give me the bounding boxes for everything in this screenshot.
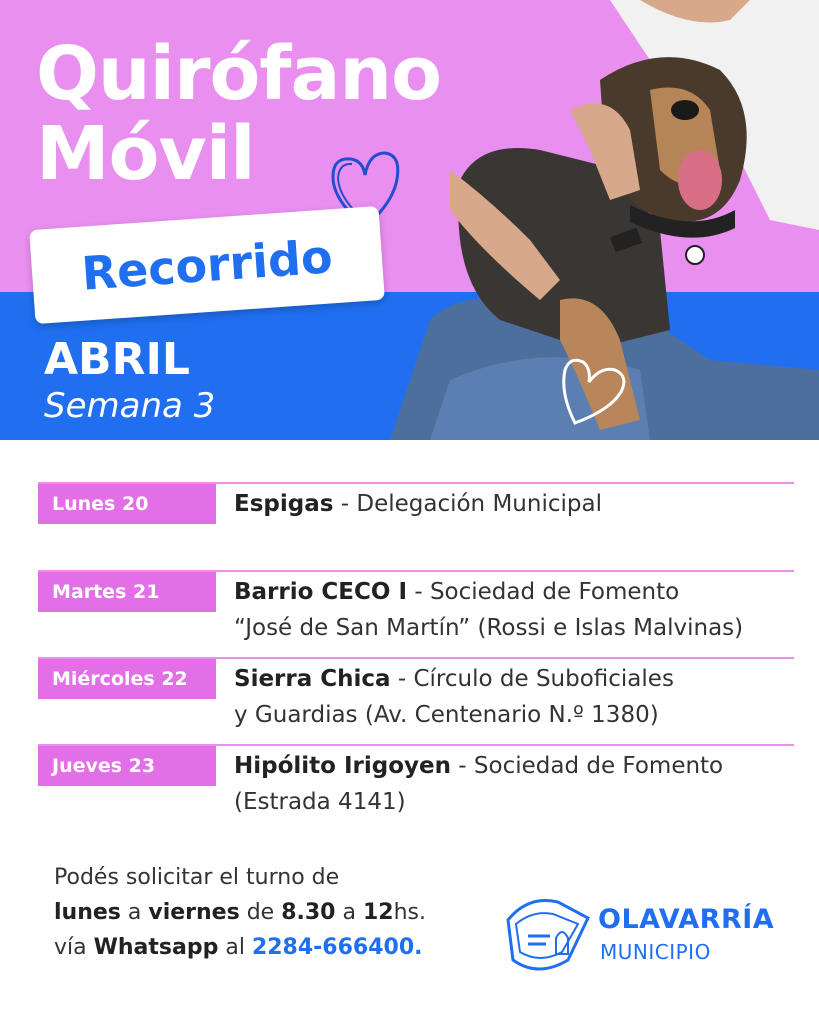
hero-banner (0, 0, 819, 440)
connector: al (218, 935, 252, 960)
day-label: Lunes 20 (38, 484, 216, 524)
phone-number[interactable]: 2284-666400. (251, 935, 423, 960)
info-line3 (54, 930, 426, 965)
heart-outline-icon (555, 348, 635, 428)
hours-suffix: hs. (393, 900, 426, 925)
location-text (234, 574, 809, 646)
appointment-info (54, 860, 426, 965)
place-detail-line2: (Estrada 4141) (234, 789, 406, 815)
place-detail: - Círculo de Suboficiales (390, 666, 674, 692)
connector: de (239, 900, 282, 925)
day-label: Martes 21 (38, 572, 216, 612)
connector: vía (54, 935, 94, 960)
day-label: Miércoles 22 (38, 659, 216, 699)
connector: a (120, 900, 149, 925)
time-to: 12 (362, 900, 394, 925)
place-name: Sierra Chica (234, 666, 391, 692)
days-to: viernes (148, 900, 240, 925)
logo-subtitle: MUNICIPIO (600, 940, 711, 964)
olavarria-municipio-logo-icon (498, 890, 598, 980)
day-label: Jueves 23 (38, 746, 216, 786)
time-from: 8.30 (281, 900, 336, 925)
location-text (234, 748, 809, 820)
title-line2: Móvil (36, 111, 255, 197)
channel-name: Whatsapp (93, 935, 219, 960)
place-detail: - Sociedad de Fomento (450, 753, 724, 779)
info-line2 (54, 895, 426, 930)
connector: a (335, 900, 363, 925)
info-line1: Podés solicitar el turno de (54, 865, 340, 890)
days-from: lunes (54, 900, 121, 925)
place-detail-line2: “José de San Martín” (Rossi e Islas Malvinas) (234, 615, 744, 641)
place-detail: - Sociedad de Fomento (407, 579, 680, 605)
recorrido-label: Recorrido (79, 229, 335, 301)
place-name: Barrio CECO I (234, 579, 408, 605)
place-name: Hipólito Irigoyen (234, 753, 451, 779)
location-text (234, 661, 809, 733)
place-name: Espigas (234, 491, 334, 517)
month-label: ABRIL (44, 334, 190, 385)
place-detail-line2: y Guardias (Av. Centenario N.º 1380) (234, 702, 659, 728)
location-text (234, 486, 809, 522)
week-label: Semana 3 (44, 386, 216, 426)
place-detail: - Delegación Municipal (333, 491, 602, 517)
logo-name: OLAVARRÍA (598, 904, 775, 935)
title-line1: Quirófano (36, 31, 441, 117)
